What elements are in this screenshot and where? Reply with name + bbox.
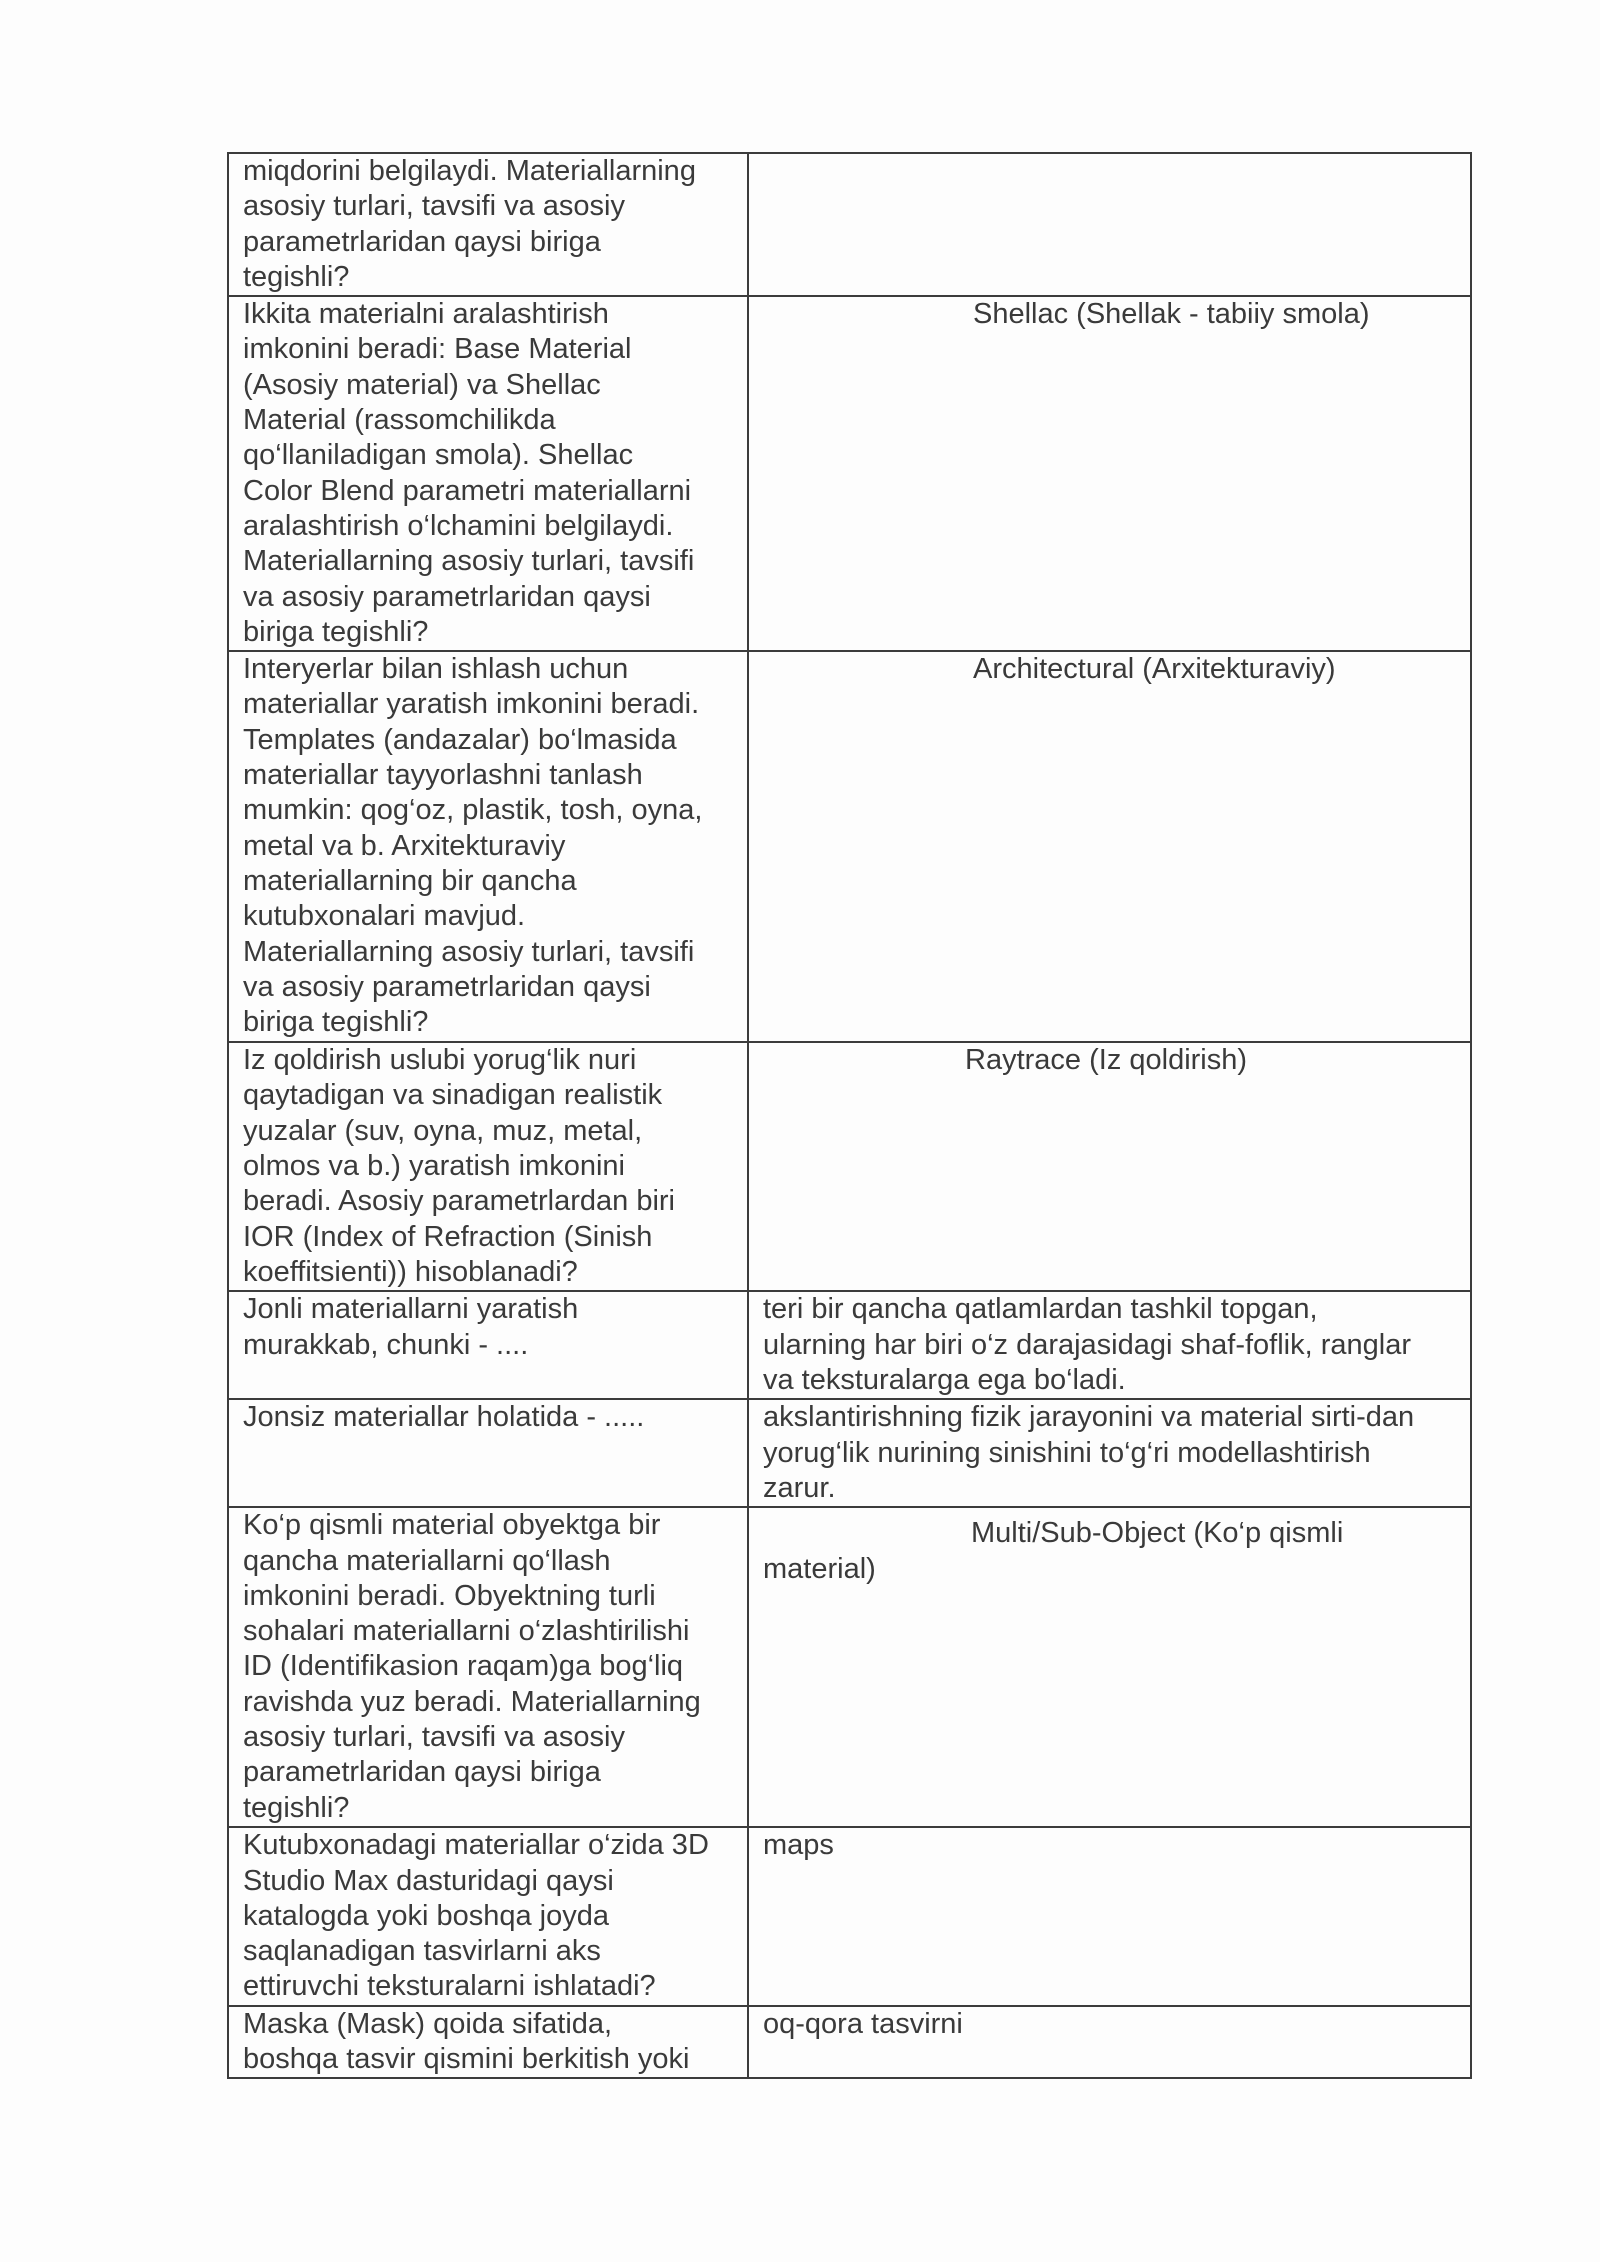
table-row — [228, 651, 1471, 1042]
answer-cell — [748, 1291, 1471, 1399]
table-row — [228, 153, 1471, 296]
table-row — [228, 1827, 1471, 2005]
qa-table — [227, 152, 1472, 2079]
answer-text: teri bir qancha qatlamlardan tashkil topgan, ularning har biri o‘z darajasidagi shaf-foflik, ranglar va teksturalarga ega bo‘ladi. — [763, 1293, 1411, 1396]
table-row — [228, 1042, 1471, 1291]
question-text: miqdorini belgilaydi. Materiallarning asosiy turlari, tavsifi va asosiy parametrlaridan qaysi biriga tegishli? — [243, 155, 696, 293]
answer-cell — [748, 296, 1471, 651]
table-row — [228, 1399, 1471, 1507]
answer-cell — [748, 1399, 1471, 1507]
question-text: Jonli materiallarni yaratish murakkab, chunki - .... — [243, 1293, 579, 1361]
question-cell — [228, 1042, 748, 1291]
answer-cell — [748, 153, 1471, 296]
question-text: Maska (Mask) qoida sifatida, boshqa tasvir qismini berkitish yoki — [243, 2007, 690, 2076]
question-text: Interyerlar bilan ishlash uchun materiallar yaratish imkonini beradi. Templates (andazalar) bo‘lmasida materiallar tayyorlashni tanlash mumkin: qog‘oz, plastik, tosh, oyna, metal va b. Arxitekturaviy materiallarning bir qancha kutubxonalari mavjud. Materiallarning asosiy turlari, tavsifi va asosiy parametrlaridan qaysi biriga tegishli? — [243, 653, 703, 1039]
question-cell — [228, 2006, 748, 2079]
answer-text-line2: material) — [763, 1552, 876, 1585]
answer-text: Raytrace (Iz qoldirish) — [965, 1044, 1248, 1077]
answer-text: Shellac (Shellak - tabiiy smola) — [973, 298, 1370, 331]
question-text: Ikkita materialni aralashtirish imkonini beradi: Base Material (Asosiy material) va Shellac Material (rassomchilikda qo‘llaniladigan smola). Shellac Color Blend parametri materiallarni aralashtirish o‘lchamini belgilaydi. Materiallarning asosiy turlari, tavsifi va asosiy parametrlaridan qaysi biriga tegishli? — [243, 298, 695, 648]
question-cell — [228, 651, 748, 1042]
table-row — [228, 1291, 1471, 1399]
table-row — [228, 296, 1471, 651]
question-text: Ko‘p qismli material obyektga bir qancha materiallarni qo‘llash imkonini beradi. Obyektning turli sohalari materiallarni o‘zlashtirilishi ID (Identifikasion raqam)ga bog‘liq ravishda yuz beradi. Materiallarning asosiy turlari, tavsifi va asosiy parametrlaridan qaysi biriga tegishli? — [243, 1509, 701, 1824]
answer-cell — [748, 1827, 1471, 2005]
table-row — [228, 2006, 1471, 2079]
answer-cell — [748, 1507, 1471, 1827]
question-cell — [228, 153, 748, 296]
question-cell — [228, 1291, 748, 1399]
table-row — [228, 1507, 1471, 1827]
question-text: Kutubxonadagi materiallar o‘zida 3D Studio Max dasturidagi qaysi katalogda yoki boshqa joyda saqlanadigan tasvirlarni aks ettiruvchi teksturalarni ishlatadi? — [243, 1829, 709, 2003]
question-cell — [228, 1827, 748, 2005]
answer-text: Architectural (Arxitekturaviy) — [973, 653, 1336, 686]
answer-text: maps — [763, 1829, 834, 1862]
answer-text-line1: Multi/Sub-Object (Ko‘p qismli — [971, 1517, 1344, 1550]
answer-text: akslantirishning fizik jarayonini va material sirti-dan yorug‘lik nurining sinishini to‘g‘ri modellashtirish zarur. — [763, 1401, 1415, 1504]
answer-cell — [748, 2006, 1471, 2079]
question-cell — [228, 1399, 748, 1507]
question-cell — [228, 296, 748, 651]
answer-text: oq-qora tasvirni — [763, 2007, 963, 2040]
question-cell — [228, 1507, 748, 1827]
question-text: Iz qoldirish uslubi yorug‘lik nuri qaytadigan va sinadigan realistik yuzalar (suv, oyna, muz, metal, olmos va b.) yaratish imkonini beradi. Asosiy parametrlardan biri IOR (Index of Refraction (Sinish koeffitsienti)) hisoblanadi? — [243, 1044, 675, 1288]
answer-cell — [748, 1042, 1471, 1291]
answer-cell — [748, 651, 1471, 1042]
question-text: Jonsiz materiallar holatida - ..... — [243, 1401, 645, 1434]
